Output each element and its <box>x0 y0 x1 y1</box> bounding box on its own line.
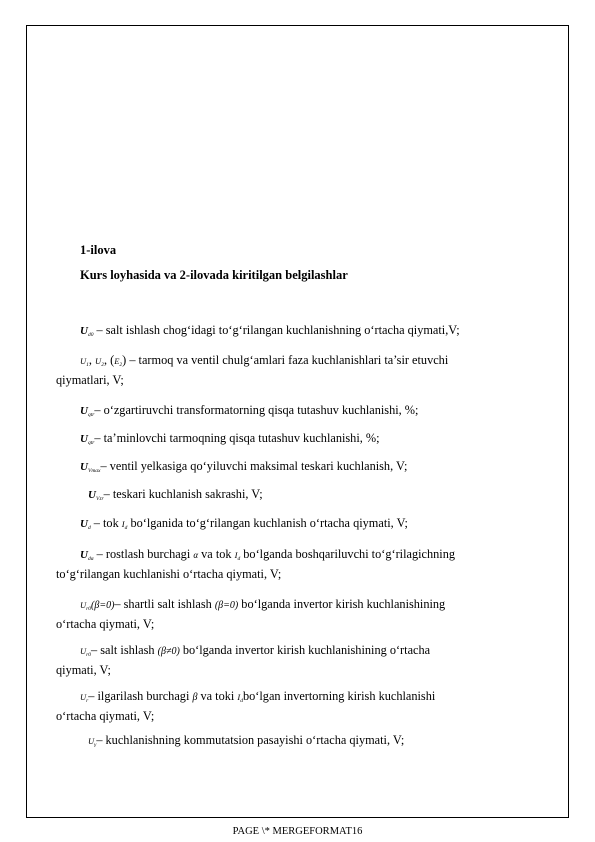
appendix-title: 1-ilova <box>80 243 117 257</box>
definition-uda-cont: to‘g‘rilangan kuchlanishi o‘rtacha qiymati, V; <box>56 567 282 581</box>
definition-ur0-beta-nonzero: $U_{r0}-$ salt ishlash (β≠0) bo‘lganda invertor kirish kuchlanishining o‘rtacha <box>80 643 431 658</box>
definition-ur0-beta0: $U_{r0}(\beta=0)-$ shartli salt ishlash (β=0) bo‘lganda invertor kirish kuchlanishining <box>80 597 446 612</box>
appendix-subtitle: Kurs loyhasida va 2-ilovada kiritilgan belgilashlar <box>80 268 348 282</box>
definition-ur-cont: o‘rtacha qiymati, V; <box>56 709 155 723</box>
definition-ur0-beta0-cont: o‘rtacha qiymati, V; <box>56 617 155 631</box>
definition-u1-u2-e2-cont: qiymatlari, V; <box>56 373 124 387</box>
definition-ugamma: $U_\gamma-$ kuchlanishning kommutatsion pasayishi o‘rtacha qiymati, V; <box>88 733 405 748</box>
definition-uqtr-transformer: $U_{qtr}-$ o‘zgartiruvchi transformatorning qisqa tutashuv kuchlanishi, %; <box>80 403 419 418</box>
definition-ud: $U_d$ – tok $I_d$ bo‘lganida to‘g‘rilangan kuchlanish o‘rtacha qiymati, V; <box>80 516 408 531</box>
definition-uda: $U_{d\alpha}$ – rostlash burchagi α va tok $I_d$ bo‘lganda boshqariluvchi to‘g‘rilagichning <box>80 547 456 562</box>
definition-ur0-beta-nonzero-cont: qiymati, V; <box>56 663 111 677</box>
definition-uqtr-network: $U_{qtr}-$ ta’minlovchi tarmoqning qisqa tutashuv kuchlanishi, %; <box>80 431 380 446</box>
definition-uvmax: $U_{Vmax}-$ ventil yelkasiga qo‘yiluvchi maksimal teskari kuchlanish, V; <box>80 459 408 474</box>
definition-uvtr: $U_{V.tr}-$ teskari kuchlanish sakrashi, V; <box>88 487 263 502</box>
definition-u1-u2-e2: $U_1$, $U_2$, $(E_2)$ – tarmoq va ventil chulg‘amlari faza kuchlanishlari ta’sir etuvchi <box>80 353 449 368</box>
definition-ur: $U_r-$ ilgarilash burchagi β va toki $I_dbo‘lgan$ invertorning kirish kuchlanishi <box>80 689 436 704</box>
definition-ud0: $U_{d0}$ – salt ishlash chog‘idagi to‘g‘rilangan kuchlanishning o‘rtacha qiymati,V; <box>80 323 460 338</box>
page-footer: PAGE \* MERGEFORMAT16 <box>232 826 363 837</box>
